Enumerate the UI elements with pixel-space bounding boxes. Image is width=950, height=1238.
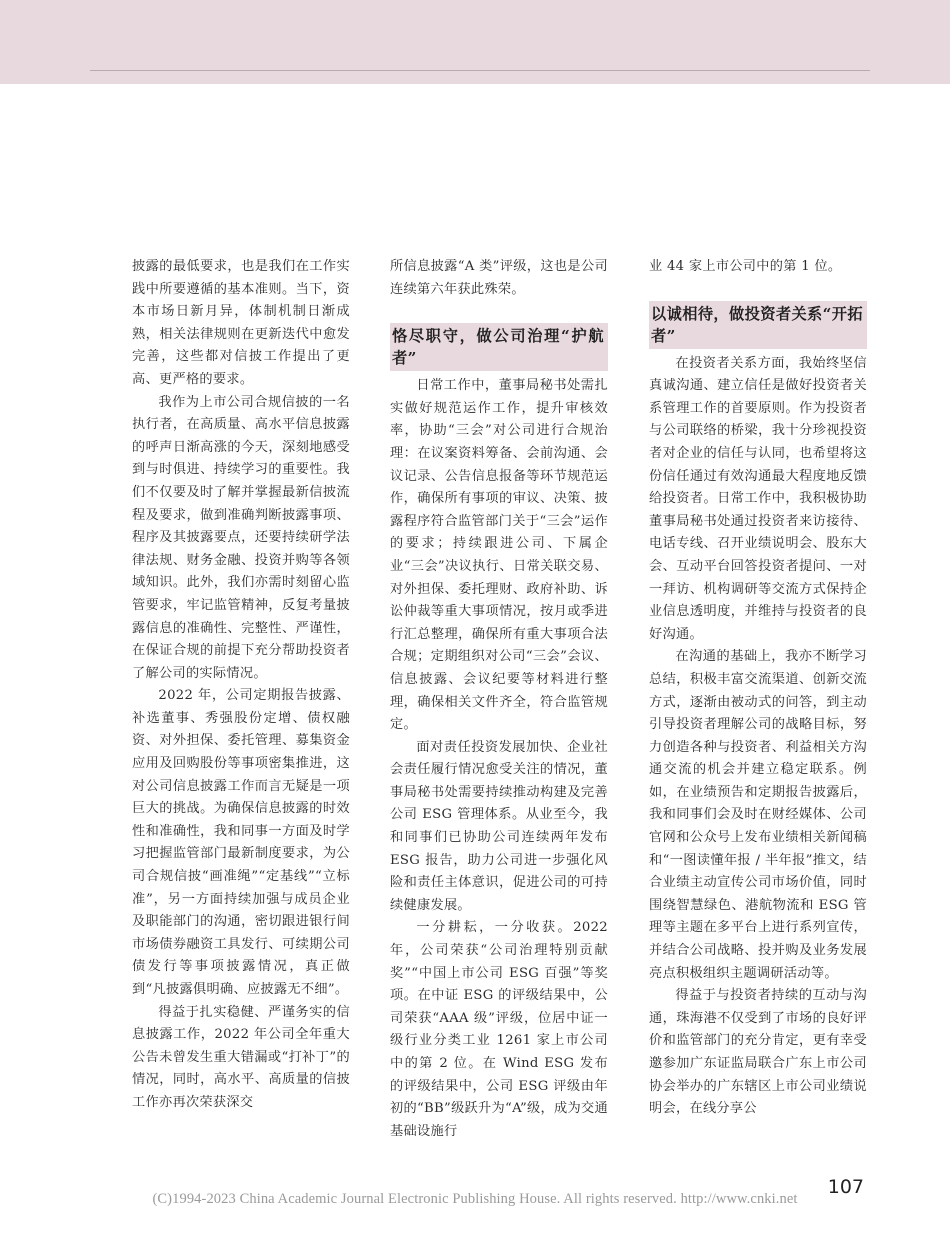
header-divider: [90, 70, 870, 71]
paragraph: 在沟通的基础上，我亦不断学习总结，积极丰富交流渠道、创新交流方式，逐渐由被动式的问答，到主动引导投资者理解公司的战略目标，努力创造各种与投资者、利益相关方沟通交流的机会并建立稳定联系。例如，在业绩预告和定期报告披露后，我和同事们会及时在财经媒体、公司官网和公众号上发布业绩相关新闻稿和“一图读懂年报 / 半年报”推文，结合业绩主动宣传公司市场价值，同时围绕智慧绿色、港航物流和 ESG 管理等主题在多平台上进行系列宣传，并结合公司战略、投并购及业务发展亮点积极组织主题调研活动等。: [649, 649, 867, 981]
text-column-2: [390, 256, 608, 1143]
header-band: [0, 0, 950, 84]
paragraph: 面对责任投资发展加快、企业社会责任履行情况愈受关注的情况，董事局秘书处需要持续推动构建及完善公司 ESG 管理体系。从业至今，我和同事们已协助公司连续两年发布 ESG 报告，助力公司进一步强化风险和责任主体意识，促进公司的可持续健康发展。: [390, 739, 608, 913]
paragraph: 所信息披露“A 类”评级，这也是公司连续第六年获此殊荣。: [390, 259, 608, 297]
copyright-footer: (C)1994-2023 China Academic Journal Electronic Publishing House. All rights reserved. http://www.cnki.net: [152, 1191, 798, 1207]
paragraph: 我作为上市公司合规信披的一名执行者，在高质量、高水平信息披露的呼声日渐高涨的今天，深刻地感受到与时俱进、持续学习的重要性。我们不仅要及时了解并掌握最新信披流程及要求，做到准确判断披露事项、程序及其披露要点，还要持续研学法律法规、财务金融、投资并购等各领域知识。此外，我们亦需时刻留心监管要求，牢记监管精神，反复考量披露信息的准确性、完整性、严谨性，在保证合规的前提下充分帮助投资者了解公司的实际情况。: [132, 394, 350, 681]
paragraph: 2022 年，公司定期报告披露、补选董事、秀强股份定增、债权融资、对外担保、委托管理、募集资金应用及回购股份等事项密集推进，这对公司信息披露工作而言无疑是一项巨大的挑战。为确保信息披露的时效性和准确性，我和同事一方面及时学习把握监管部门最新制度要求，为公司合规信披“画准绳”“定基线”“立标准”，另一方面持续加强与成员企业及职能部门的沟通，密切跟进银行间市场债券融资工具发行、可续期公司债发行等事项披露情况，真正做到“凡披露俱明确、应披露无不细”。: [132, 688, 350, 997]
text-column-3: [649, 256, 867, 1121]
paragraph: 一分耕耘，一分收获。2022 年，公司荣获“公司治理特别贡献奖”“中国上市公司 ESG 百强”等奖项。在中证 ESG 的评级结果中，公司荣获“AAA 级”评级，位居中证一级行业分类工业 1261 家上市公司中的第 2 位。在 Wind ESG 发布的评级结果中，公司 ESG 评级由年初的“BB”级跃升为“A”级，成为交通基础设施行: [390, 920, 608, 1139]
page-number: 107: [827, 1176, 864, 1198]
paragraph: 得益于与投资者持续的互动与沟通，珠海港不仅受到了市场的良好评价和监管部门的充分肯定，更有幸受邀参加广东证监局联合广东上市公司协会举办的广东辖区上市公司业绩说明会，在线分享公: [649, 988, 867, 1117]
text-column-1: [132, 256, 350, 1115]
paragraph: 披露的最低要求，也是我们在工作实践中所要遵循的基本准则。当下，资本市场日新月异，体制机制日渐成熟，相关法律规则在更新迭代中愈发完善，这些都对信披工作提出了更高、更严格的要求。: [132, 259, 350, 387]
paragraph: 在投资者关系方面，我始终坚信真诚沟通、建立信任是做好投资者关系管理工作的首要原则。作为投资者与公司联络的桥梁，我十分珍视投资者对企业的信任与认同，也希望将这份信任通过有效沟通最大程度地反馈给投资者。日常工作中，我积极协助董事局秘书处通过投资者来访接待、电话专线、召开业绩说明会、股东大会、互动平台回答投资者提问、一对一拜访、机构调研等交流方式保持企业信息透明度，并维持与投资者的良好沟通。: [649, 355, 867, 642]
section-heading: 恪尽职守，做公司治理“护航者”: [390, 323, 608, 371]
paragraph: 业 44 家上市公司中的第 1 位。: [649, 259, 842, 274]
paragraph: 日常工作中，董事局秘书处需扎实做好规范运作工作，提升审核效率，协助“三会”对公司进行合规治理：在议案资料筹备、会前沟通、会议记录、公告信息报备等环节规范运作，确保所有事项的审议、决策、披露程序符合监管部门关于“三会”运作的要求；持续跟进公司、下属企业“三会”决议执行、日常关联交易、对外担保、委托理财、政府补助、诉讼仲裁等重大事项情况，按月或季进行汇总整理，确保所有重大事项合法合规；定期组织对公司“三会”会议、信息披露、会议纪要等材料进行整理，确保相关文件齐全，符合监管规定。: [390, 378, 608, 733]
section-heading: 以诚相待，做投资者关系“开拓者”: [649, 301, 867, 349]
paragraph: 得益于扎实稳健、严谨务实的信息披露工作，2022 年公司全年重大公告未曾发生重大错漏或“打补丁”的情况，同时，高水平、高质量的信披工作亦再次荣获深交: [132, 1004, 350, 1110]
